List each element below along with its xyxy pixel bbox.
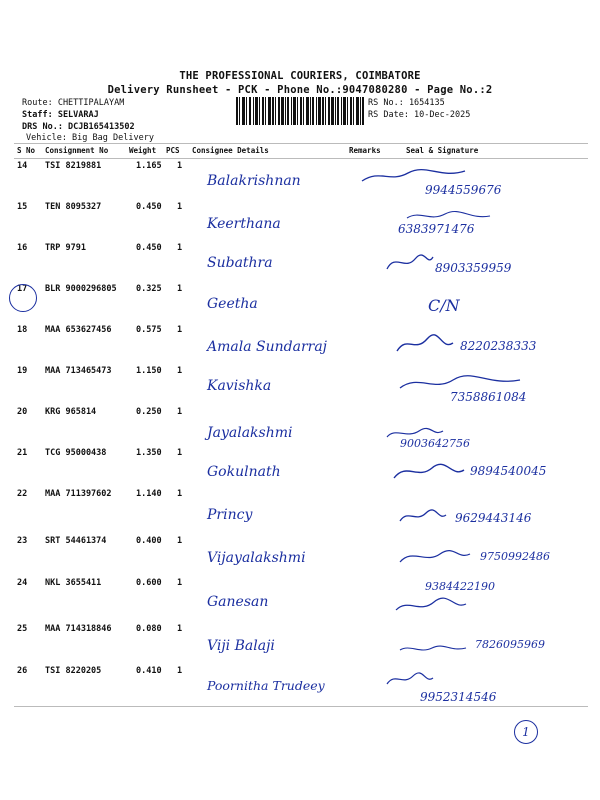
signature-scribble-icon [385,670,435,690]
consignee-name: Gokulnath [207,464,281,480]
row-sno: 19 [17,366,28,376]
table-row [0,576,600,614]
consignee-name: Jayalakshmi [207,425,293,441]
row-pcs: 1 [177,624,183,634]
row-pcs: 1 [177,284,183,294]
barcode-icon [236,97,364,125]
row-consignment: NKL 3655411 [45,578,102,588]
signature-scribble-icon [392,460,467,482]
row-consignment: MAA 711397602 [45,489,112,499]
row-consignment: MAA 713465473 [45,366,112,376]
vehicle-label: Vehicle: Big Bag Delivery [26,133,154,143]
table-row [0,405,600,450]
consignee-name: Vijayalakshmi [207,550,306,566]
row-sno: 14 [17,161,28,171]
col-remarks: Remarks [349,146,381,155]
row-consignment: SRT 54461374 [45,536,107,546]
consignee-name: Kavishka [207,378,272,394]
signature-scribble-icon [394,596,469,616]
company-title: THE PROFESSIONAL COURIERS, COIMBATORE [179,70,421,82]
route-label: Route: CHETTIPALAYAM [22,98,125,108]
signature-phone: 6383971476 [398,222,475,236]
consignee-name: Princy [207,507,253,523]
table-row [0,282,600,320]
row-consignment: TSI 8219881 [45,161,102,171]
row-consignment: MAA 653627456 [45,325,112,335]
consignee-name: Keerthana [207,216,281,232]
table-row [0,159,600,197]
row-weight: 1.140 [136,489,162,499]
table-row [0,241,600,279]
consignee-name: Geetha [207,296,258,312]
row-weight: 0.325 [136,284,162,294]
consignee-name: Subathra [207,255,273,271]
row-pcs: 1 [177,536,183,546]
row-pcs: 1 [177,448,183,458]
signature-scribble-icon [395,333,455,355]
row-sno: 21 [17,448,28,458]
row-pcs: 1 [177,366,183,376]
runsheet-subtitle: Delivery Runsheet - PCK - Phone No.:9047080280 - Page No.:2 [107,84,493,96]
signature-phone: 9384422190 [425,580,495,593]
row-sno: 18 [17,325,28,335]
col-seal: Seal & Signature [406,146,479,155]
row-consignment: KRG 965814 [45,407,97,417]
row-consignment: MAA 714318846 [45,624,112,634]
signature-phone: 7358861084 [450,390,527,404]
row-weight: 0.450 [136,243,162,253]
col-consignee: Consignee Details [192,146,269,155]
row-weight: 0.450 [136,202,162,212]
row-sno: 15 [17,202,28,212]
row-weight: 1.350 [136,448,162,458]
row-weight: 0.250 [136,407,162,417]
row-pcs: 1 [177,407,183,417]
table-row [0,446,600,484]
row-sno: 20 [17,407,28,417]
row-pcs: 1 [177,666,183,676]
signature-phone: 9894540045 [470,464,547,478]
row-pcs: 1 [177,202,183,212]
row-consignment: TCG 95000438 [45,448,107,458]
consignee-name: Ganesan [207,594,269,610]
table-row [0,323,600,361]
col-weight: Weight [129,146,157,155]
row-pcs: 1 [177,161,183,171]
signature-scribble-icon [385,251,435,273]
consignee-name: Amala Sundarraj [207,339,328,355]
table-row [0,487,600,525]
row-sno: 23 [17,536,28,546]
signature-phone: 9629443146 [455,511,532,525]
signature-phone: 8220238333 [460,339,537,353]
table-bottom-rule [14,706,588,707]
row-pcs: 1 [177,489,183,499]
row-pcs: 1 [177,325,183,335]
page-number-mark: 1 [514,720,538,744]
row-sno: 16 [17,243,28,253]
col-sno: S No [17,146,36,155]
row-sno: 25 [17,624,28,634]
row-weight: 0.410 [136,666,162,676]
table-row [0,534,600,572]
row-sno: 24 [17,578,28,588]
table-row [0,622,600,660]
signature-phone: 9952314546 [420,690,497,704]
signature-phone: 9750992486 [480,550,550,563]
table-row [0,364,600,402]
signature-phone: 8903359959 [435,261,512,275]
rs-number: RS No.: 1654135 [368,98,445,108]
row-sno: 26 [17,666,28,676]
col-consignment: Consignment No [45,146,109,155]
table-row [0,200,600,238]
col-pcs: PCS [166,146,180,155]
row-weight: 0.400 [136,536,162,546]
table-row [0,664,600,702]
row-sno: 17 [17,284,28,294]
staff-label: Staff: SELVARAJ [22,110,99,120]
row-weight: 1.165 [136,161,162,171]
row-consignment: TSI 8220205 [45,666,102,676]
drs-number: DRS No.: DCJB165413502 [22,122,135,132]
row-consignment: BLR 9000296805 [45,284,117,294]
consignee-name: Balakrishnan [207,173,301,189]
row-consignment: TRP 9791 [45,243,86,253]
signature-phone: 9003642756 [400,437,470,450]
row-sno: 22 [17,489,28,499]
row-weight: 0.600 [136,578,162,588]
signature-scribble-icon [398,507,448,525]
row-pcs: 1 [177,578,183,588]
consignee-name: Viji Balaji [207,638,275,654]
row-highlight-circle-icon [9,284,37,312]
signature-scribble-icon [398,642,468,656]
row-weight: 1.150 [136,366,162,376]
signature-phone: 7826095969 [475,638,545,651]
table-header [14,144,588,158]
signature-phone: 9944559676 [425,183,502,197]
rs-date: RS Date: 10-Dec-2025 [368,110,471,120]
signature-scribble-icon [398,546,473,566]
row-consignment: TEN 8095327 [45,202,102,212]
signature-phone: C/N [428,296,460,315]
row-weight: 0.080 [136,624,162,634]
row-pcs: 1 [177,243,183,253]
row-weight: 0.575 [136,325,162,335]
consignee-name: Poornitha Trudeey [207,678,325,693]
